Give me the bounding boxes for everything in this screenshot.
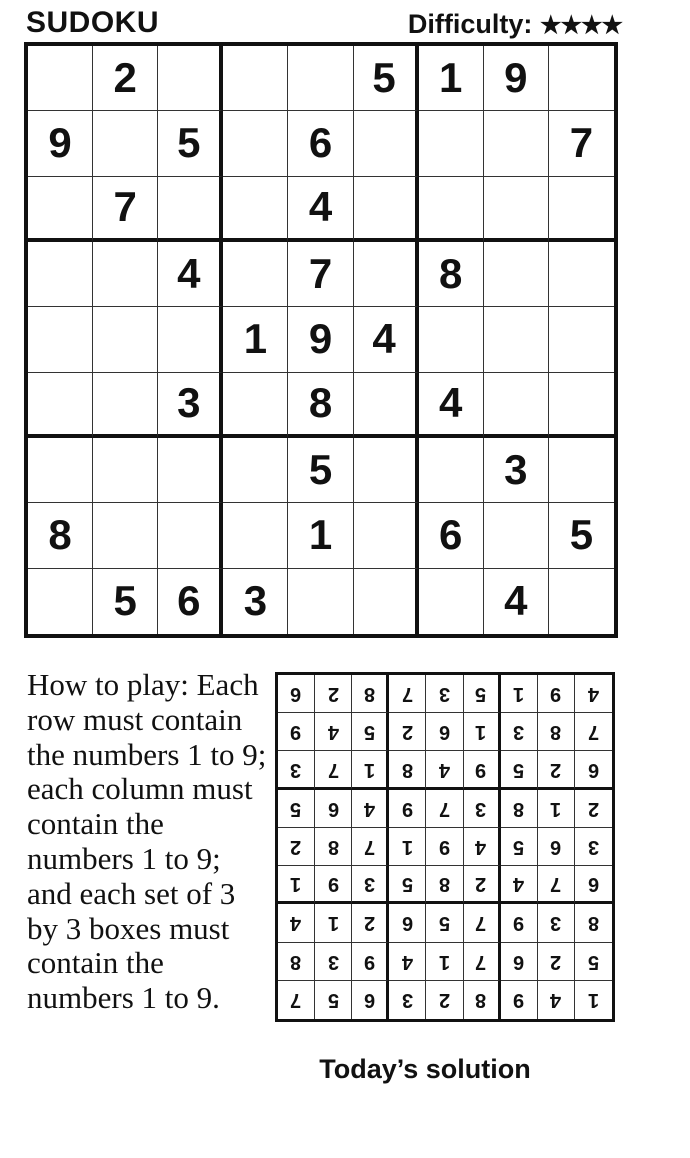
solution-cell-r3c8 xyxy=(538,751,575,789)
solution-digit: 9 xyxy=(513,912,525,935)
solution-digit: 2 xyxy=(290,835,302,858)
solution-cell-r8c6 xyxy=(464,943,501,981)
solution-digit: 5 xyxy=(438,912,451,935)
solution-cell-r6c7 xyxy=(501,866,538,904)
solution-cell-r8c9 xyxy=(575,943,612,981)
solution-cell-r8c8 xyxy=(538,943,575,981)
sudoku-cell-r8c2[interactable] xyxy=(93,503,158,568)
sudoku-cell-r1c9[interactable] xyxy=(549,46,614,111)
how-to-play-instructions: How to play: Each row must contain the numbers 1 to 9; each column must contain the numbers 1 to 9; and each set of 3 by 3 boxes must contain the numbers 1 to 9. xyxy=(27,667,267,1016)
difficulty-label: Difficulty: xyxy=(407,9,533,39)
solution-digit: 1 xyxy=(438,950,451,973)
solution-digit: 5 xyxy=(327,989,339,1012)
solution-cell-r3c5 xyxy=(426,751,463,789)
solution-digit: 8 xyxy=(475,989,487,1012)
solution-cell-r1c3 xyxy=(352,675,389,713)
solution-cell-r7c1 xyxy=(278,904,315,942)
solution-digit: 5 xyxy=(587,950,599,973)
solution-cell-r6c5 xyxy=(426,866,463,904)
sudoku-cell-r6c1[interactable] xyxy=(28,373,93,438)
solution-digit: 9 xyxy=(363,950,375,973)
sudoku-cell-r6c7: 4 xyxy=(419,373,484,438)
solution-digit: 8 xyxy=(401,758,413,781)
solution-digit: 9 xyxy=(550,683,562,706)
solution-cell-r6c4 xyxy=(389,866,426,904)
solution-digit: 2 xyxy=(550,950,562,973)
solution-cell-r3c2 xyxy=(315,751,352,789)
sudoku-cell-r2c8[interactable] xyxy=(484,111,549,176)
solution-cell-r1c7 xyxy=(501,675,538,713)
sudoku-cell-r3c4[interactable] xyxy=(223,177,288,242)
sudoku-cell-r6c3: 3 xyxy=(158,373,223,438)
solution-cell-r2c1 xyxy=(278,713,315,751)
sudoku-cell-r2c4[interactable] xyxy=(223,111,288,176)
solution-digit: 4 xyxy=(401,950,413,973)
sudoku-cell-r4c1[interactable] xyxy=(28,242,93,307)
solution-digit: 1 xyxy=(513,683,525,706)
sudoku-cell-r9c9[interactable] xyxy=(549,569,614,634)
solution-digit: 2 xyxy=(550,758,562,781)
solution-cell-r5c3 xyxy=(352,828,389,866)
sudoku-cell-r5c3[interactable] xyxy=(158,307,223,372)
sudoku-cell-r9c2: 5 xyxy=(93,569,158,634)
solution-digit: 6 xyxy=(401,912,413,935)
solution-digit: 6 xyxy=(587,758,599,781)
difficulty-stars: ★★★★ xyxy=(539,12,622,39)
solution-cell-r1c2 xyxy=(315,675,352,713)
solution-cell-r4c2 xyxy=(315,790,352,828)
solution-cell-r6c8 xyxy=(538,866,575,904)
solution-cell-r2c4 xyxy=(389,713,426,751)
solution-digit: 6 xyxy=(290,683,302,706)
sudoku-cell-r2c6[interactable] xyxy=(354,111,419,176)
solution-cell-r4c5 xyxy=(426,790,463,828)
solution-cell-r4c3 xyxy=(352,790,389,828)
solution-digit: 5 xyxy=(363,721,375,744)
solution-cell-r3c4 xyxy=(389,751,426,789)
solution-digit: 7 xyxy=(363,835,375,858)
solution-cell-r7c3 xyxy=(352,904,389,942)
solution-cell-r8c1 xyxy=(278,943,315,981)
solution-cell-r6c6 xyxy=(464,866,501,904)
sudoku-cell-r7c5: 5 xyxy=(288,438,353,503)
solution-cell-r8c2 xyxy=(315,943,352,981)
solution-cell-r2c9 xyxy=(575,713,612,751)
solution-cell-r2c5 xyxy=(426,713,463,751)
sudoku-cell-r3c5: 4 xyxy=(288,177,353,242)
sudoku-cell-r7c1[interactable] xyxy=(28,438,93,503)
sudoku-cell-r7c2[interactable] xyxy=(93,438,158,503)
solution-digit: 1 xyxy=(475,721,487,744)
solution-digit: 4 xyxy=(327,721,339,744)
solution-cell-r5c5 xyxy=(426,828,463,866)
sudoku-cell-r8c3[interactable] xyxy=(158,503,223,568)
sudoku-cell-r4c9[interactable] xyxy=(549,242,614,307)
sudoku-cell-r6c8[interactable] xyxy=(484,373,549,438)
sudoku-cell-r5c7[interactable] xyxy=(419,307,484,372)
sudoku-cell-r1c4[interactable] xyxy=(223,46,288,111)
sudoku-cell-r5c8[interactable] xyxy=(484,307,549,372)
sudoku-cell-r4c3: 4 xyxy=(158,242,223,307)
solution-cell-r1c6 xyxy=(464,675,501,713)
sudoku-cell-r7c8: 3 xyxy=(484,438,549,503)
solution-cell-r7c2 xyxy=(315,904,352,942)
sudoku-cell-r2c1: 9 xyxy=(28,111,93,176)
solution-digit: 4 xyxy=(550,989,562,1012)
solution-digit: 3 xyxy=(513,721,525,744)
solution-digit: 7 xyxy=(475,912,487,935)
page-title: SUDOKU xyxy=(26,6,160,39)
solution-digit: 8 xyxy=(550,721,562,744)
sudoku-cell-r4c6[interactable] xyxy=(354,242,419,307)
sudoku-cell-r9c3: 6 xyxy=(158,569,223,634)
solution-digit: 6 xyxy=(550,835,562,858)
solution-cell-r8c7 xyxy=(501,943,538,981)
sudoku-cell-r9c7[interactable] xyxy=(419,569,484,634)
solution-cell-r3c3 xyxy=(352,751,389,789)
solution-cell-r5c9 xyxy=(575,828,612,866)
solution-digit: 6 xyxy=(363,989,375,1012)
solution-cell-r9c3 xyxy=(352,981,389,1019)
solution-cell-r1c9 xyxy=(575,675,612,713)
solution-digit: 1 xyxy=(587,989,599,1012)
sudoku-cell-r2c7[interactable] xyxy=(419,111,484,176)
solution-digit: 6 xyxy=(587,873,599,896)
solution-cell-r2c6 xyxy=(464,713,501,751)
sudoku-cell-r1c7: 1 xyxy=(419,46,484,111)
solution-digit: 2 xyxy=(438,989,451,1012)
solution-cell-r5c1 xyxy=(278,828,315,866)
sudoku-cell-r7c6[interactable] xyxy=(354,438,419,503)
sudoku-cell-r4c7: 8 xyxy=(419,242,484,307)
solution-digit: 3 xyxy=(290,758,302,781)
solution-digit: 6 xyxy=(327,797,339,820)
sudoku-cell-r1c5[interactable] xyxy=(288,46,353,111)
solution-grid xyxy=(275,672,615,1022)
sudoku-cell-r2c5: 6 xyxy=(288,111,353,176)
solution-cell-r4c6 xyxy=(464,790,501,828)
solution-digit: 9 xyxy=(513,989,525,1012)
solution-cell-r4c9 xyxy=(575,790,612,828)
solution-cell-r5c4 xyxy=(389,828,426,866)
solution-cell-r9c4 xyxy=(389,981,426,1019)
sudoku-cell-r3c2: 7 xyxy=(93,177,158,242)
solution-digit: 7 xyxy=(475,950,487,973)
solution-cell-r9c1 xyxy=(278,981,315,1019)
solution-cell-r7c6 xyxy=(464,904,501,942)
solution-digit: 3 xyxy=(401,989,413,1012)
solution-cell-r6c1 xyxy=(278,866,315,904)
solution-digit: 3 xyxy=(587,835,599,858)
solution-digit: 3 xyxy=(550,912,562,935)
solution-cell-r9c7 xyxy=(501,981,538,1019)
solution-digit: 8 xyxy=(327,835,339,858)
solution-digit: 7 xyxy=(550,873,562,896)
solution-cell-r1c1 xyxy=(278,675,315,713)
solution-cell-r3c9 xyxy=(575,751,612,789)
solution-digit: 2 xyxy=(363,912,375,935)
solution-digit: 8 xyxy=(587,912,599,935)
solution-digit: 2 xyxy=(587,797,599,820)
solution-cell-r9c6 xyxy=(464,981,501,1019)
solution-digit: 1 xyxy=(327,912,339,935)
solution-digit: 9 xyxy=(290,721,302,744)
solution-digit: 2 xyxy=(327,683,339,706)
solution-cell-r2c8 xyxy=(538,713,575,751)
solution-digit: 9 xyxy=(438,835,451,858)
solution-cell-r3c1 xyxy=(278,751,315,789)
sudoku-cell-r2c2[interactable] xyxy=(93,111,158,176)
solution-cell-r7c4 xyxy=(389,904,426,942)
sudoku-cell-r8c4[interactable] xyxy=(223,503,288,568)
solution-digit: 3 xyxy=(438,683,451,706)
solution-digit: 7 xyxy=(587,721,599,744)
sudoku-cell-r1c3[interactable] xyxy=(158,46,223,111)
solution-digit: 9 xyxy=(475,758,487,781)
sudoku-cell-r9c1[interactable] xyxy=(28,569,93,634)
solution-digit: 5 xyxy=(513,758,525,781)
sudoku-cell-r4c4[interactable] xyxy=(223,242,288,307)
solution-cell-r8c4 xyxy=(389,943,426,981)
sudoku-cell-r4c8[interactable] xyxy=(484,242,549,307)
solution-cell-r6c3 xyxy=(352,866,389,904)
sudoku-cell-r6c5: 8 xyxy=(288,373,353,438)
solution-digit: 5 xyxy=(475,683,487,706)
sudoku-cell-r8c6[interactable] xyxy=(354,503,419,568)
solution-cell-r8c3 xyxy=(352,943,389,981)
solution-digit: 1 xyxy=(290,873,302,896)
solution-digit: 4 xyxy=(363,797,375,820)
sudoku-cell-r5c9[interactable] xyxy=(549,307,614,372)
solution-cell-r1c5 xyxy=(426,675,463,713)
sudoku-cell-r3c8[interactable] xyxy=(484,177,549,242)
sudoku-cell-r8c8[interactable] xyxy=(484,503,549,568)
solution-digit: 4 xyxy=(290,912,302,935)
sudoku-cell-r2c9: 7 xyxy=(549,111,614,176)
solution-digit: 3 xyxy=(363,873,375,896)
sudoku-cell-r5c1[interactable] xyxy=(28,307,93,372)
sudoku-cell-r5c2[interactable] xyxy=(93,307,158,372)
sudoku-cell-r8c9: 5 xyxy=(549,503,614,568)
solution-digit: 7 xyxy=(401,683,413,706)
sudoku-puzzle-grid xyxy=(24,42,618,638)
difficulty-rating xyxy=(408,9,622,40)
solution-digit: 9 xyxy=(327,873,339,896)
sudoku-cell-r6c4[interactable] xyxy=(223,373,288,438)
sudoku-cell-r9c4: 3 xyxy=(223,569,288,634)
solution-cell-r8c5 xyxy=(426,943,463,981)
solution-digit: 8 xyxy=(513,797,525,820)
sudoku-cell-r3c9[interactable] xyxy=(549,177,614,242)
solution-cell-r4c1 xyxy=(278,790,315,828)
solution-cell-r2c3 xyxy=(352,713,389,751)
sudoku-cell-r3c7[interactable] xyxy=(419,177,484,242)
solution-cell-r9c2 xyxy=(315,981,352,1019)
sudoku-cell-r3c6[interactable] xyxy=(354,177,419,242)
sudoku-cell-r6c6[interactable] xyxy=(354,373,419,438)
sudoku-cell-r5c5: 9 xyxy=(288,307,353,372)
sudoku-cell-r3c3[interactable] xyxy=(158,177,223,242)
sudoku-cell-r9c5[interactable] xyxy=(288,569,353,634)
solution-cell-r7c8 xyxy=(538,904,575,942)
solution-digit: 7 xyxy=(290,989,302,1012)
sudoku-cell-r1c2: 2 xyxy=(93,46,158,111)
sudoku-cell-r8c1: 8 xyxy=(28,503,93,568)
sudoku-cell-r1c8: 9 xyxy=(484,46,549,111)
solution-cell-r5c2 xyxy=(315,828,352,866)
sudoku-cell-r4c5: 7 xyxy=(288,242,353,307)
solution-cell-r3c7 xyxy=(501,751,538,789)
sudoku-cell-r6c9[interactable] xyxy=(549,373,614,438)
solution-digit: 8 xyxy=(363,683,375,706)
solution-digit: 1 xyxy=(550,797,562,820)
sudoku-cell-r9c8: 4 xyxy=(484,569,549,634)
sudoku-cell-r6c2[interactable] xyxy=(93,373,158,438)
sudoku-cell-r7c4[interactable] xyxy=(223,438,288,503)
solution-cell-r9c9 xyxy=(575,981,612,1019)
solution-digit: 2 xyxy=(401,721,413,744)
solution-cell-r6c2 xyxy=(315,866,352,904)
solution-cell-r4c7 xyxy=(501,790,538,828)
solution-cell-r9c8 xyxy=(538,981,575,1019)
solution-digit: 8 xyxy=(438,873,451,896)
solution-cell-r4c4 xyxy=(389,790,426,828)
solution-digit: 4 xyxy=(475,835,487,858)
sudoku-cell-r7c7[interactable] xyxy=(419,438,484,503)
solution-cell-r7c7 xyxy=(501,904,538,942)
sudoku-cell-r1c6: 5 xyxy=(354,46,419,111)
solution-digit: 6 xyxy=(513,950,525,973)
solution-digit: 5 xyxy=(290,797,302,820)
solution-cell-r4c8 xyxy=(538,790,575,828)
solution-cell-r1c8 xyxy=(538,675,575,713)
sudoku-cell-r7c3[interactable] xyxy=(158,438,223,503)
solution-cell-r2c7 xyxy=(501,713,538,751)
solution-digit: 4 xyxy=(438,758,451,781)
sudoku-cell-r8c7: 6 xyxy=(419,503,484,568)
solution-digit: 5 xyxy=(513,835,525,858)
sudoku-cell-r5c4: 1 xyxy=(223,307,288,372)
solution-digit: 4 xyxy=(513,873,525,896)
sudoku-cell-r2c3: 5 xyxy=(158,111,223,176)
solution-digit: 7 xyxy=(327,758,339,781)
solution-caption: Today’s solution xyxy=(319,1054,531,1084)
solution-cell-r5c7 xyxy=(501,828,538,866)
solution-cell-r6c9 xyxy=(575,866,612,904)
solution-cell-r3c6 xyxy=(464,751,501,789)
solution-cell-r5c6 xyxy=(464,828,501,866)
solution-digit: 2 xyxy=(475,873,487,896)
solution-cell-r9c5 xyxy=(426,981,463,1019)
sudoku-cell-r4c2[interactable] xyxy=(93,242,158,307)
sudoku-cell-r9c6[interactable] xyxy=(354,569,419,634)
solution-digit: 1 xyxy=(363,758,375,781)
solution-cell-r7c5 xyxy=(426,904,463,942)
solution-cell-r7c9 xyxy=(575,904,612,942)
solution-digit: 3 xyxy=(475,797,487,820)
sudoku-cell-r3c1[interactable] xyxy=(28,177,93,242)
solution-cell-r2c2 xyxy=(315,713,352,751)
solution-digit: 9 xyxy=(401,797,413,820)
sudoku-cell-r5c6: 4 xyxy=(354,307,419,372)
solution-cell-r1c4 xyxy=(389,675,426,713)
solution-digit: 5 xyxy=(401,873,413,896)
sudoku-cell-r7c9[interactable] xyxy=(549,438,614,503)
solution-digit: 6 xyxy=(438,721,451,744)
solution-digit: 7 xyxy=(438,797,451,820)
sudoku-cell-r1c1[interactable] xyxy=(28,46,93,111)
solution-digit: 4 xyxy=(587,683,599,706)
solution-digit: 3 xyxy=(327,950,339,973)
sudoku-cell-r8c5: 1 xyxy=(288,503,353,568)
solution-cell-r5c8 xyxy=(538,828,575,866)
solution-digit: 8 xyxy=(290,950,302,973)
solution-digit: 1 xyxy=(401,835,413,858)
